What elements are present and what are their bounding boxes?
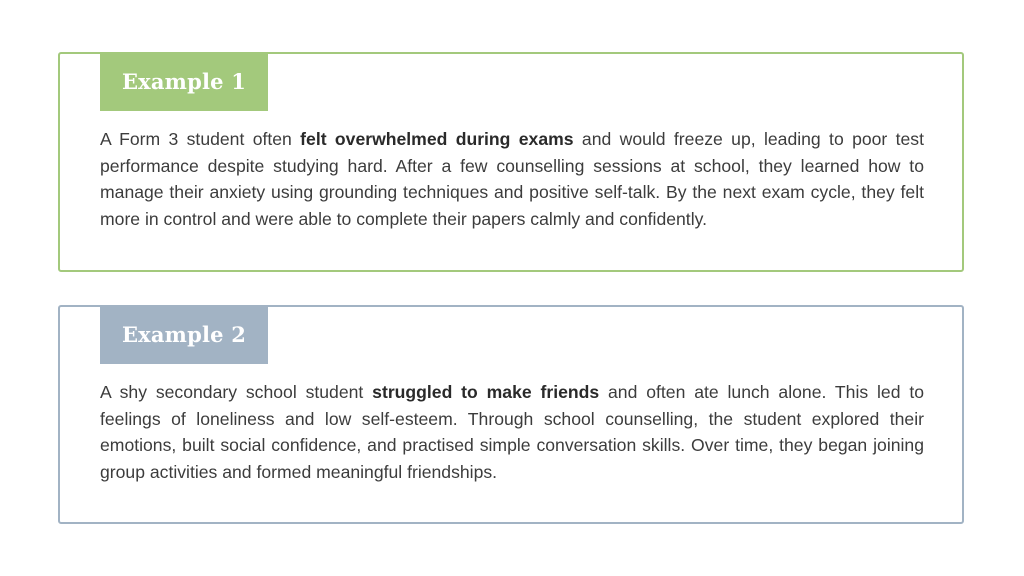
example-1-body: [100, 126, 924, 232]
example-2-text-start: A shy secondary school student: [100, 382, 373, 402]
example-1-text-start: A Form 3 student often: [100, 129, 301, 149]
example-2-text-highlight: struggled to make friends: [372, 382, 600, 402]
example-1-title: Example 1: [100, 52, 268, 111]
example-1-text-end: and would freeze up, leading to poor test performance despite studying hard. After a few counselling sessions at school, they learned how to manage their anxiety using grounding techniques and positive self-talk. By the next exam cycle, they felt more in control and were able to complete their papers calmly and confidently.: [100, 129, 924, 229]
example-2-title: Example 2: [100, 305, 268, 364]
example-2-text-end: and often ate lunch alone. This led to feelings of loneliness and low self-esteem. Through school counselling, the student explored their emotions, built social confidence, and practised simple conversation skills. Over time, they began joining group activities and formed meaningful friendships.: [100, 382, 925, 482]
example-2-body: [100, 379, 924, 485]
example-card-1: [58, 52, 964, 272]
example-card-2: [58, 305, 964, 524]
example-1-text-highlight: felt overwhelmed during exams: [300, 129, 574, 149]
